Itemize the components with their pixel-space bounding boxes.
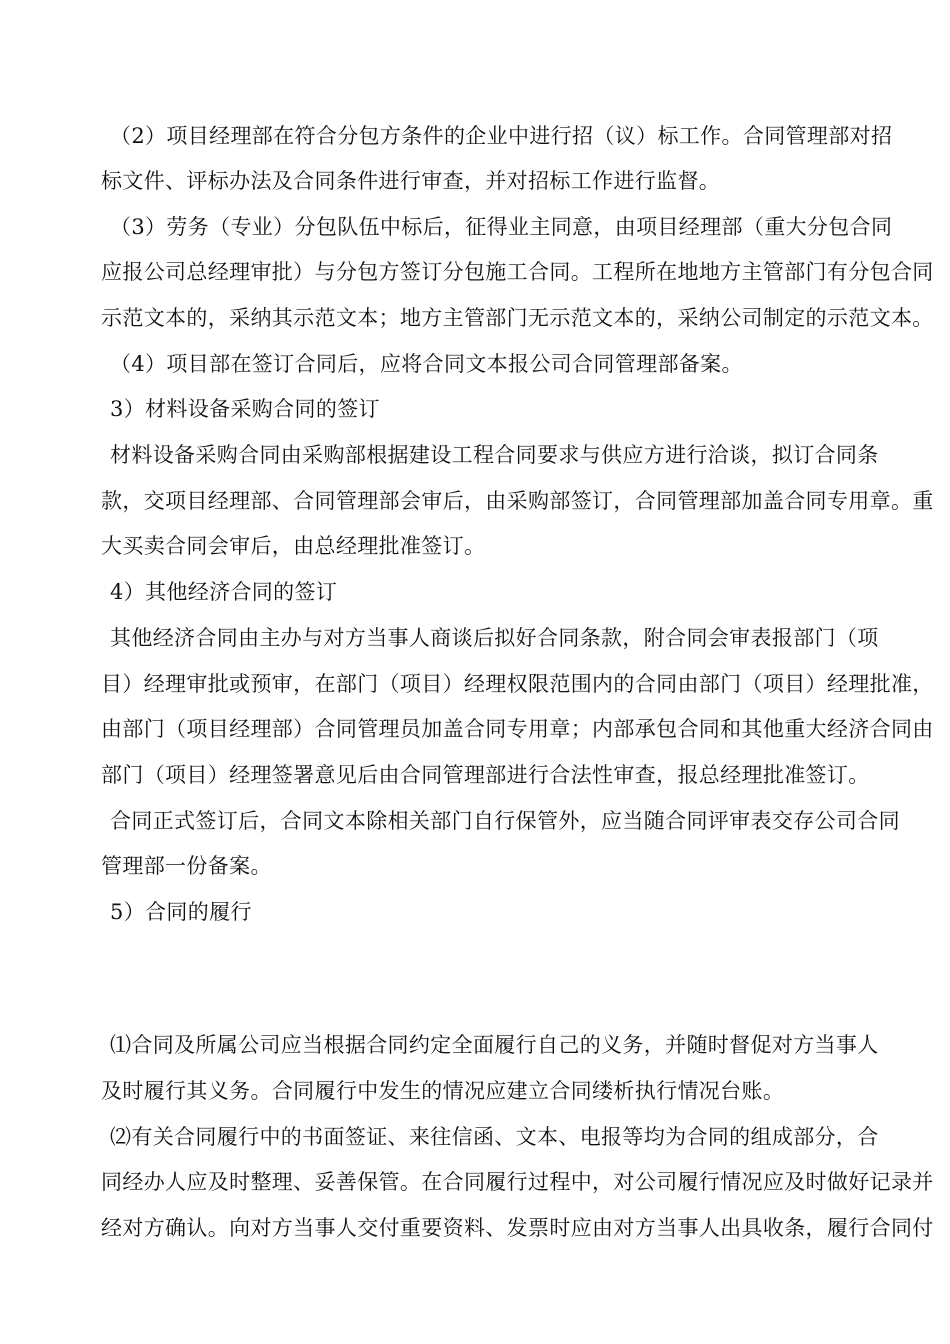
paragraph-line: 标文件、评标办法及合同条件进行审查，并对招标工作进行监督。 [101, 169, 721, 193]
paragraph-line: 经对方确认。向对方当事人交付重要资料、发票时应由对方当事人出具收条，履行合同付 [101, 1216, 934, 1240]
paragraph-line: 应报公司总经理审批）与分包方签订分包施工合同。工程所在地地方主管部门有分包合同 [101, 260, 934, 284]
paragraph-line: 及时履行其义务。合同履行中发生的情况应建立合同缕析执行情况台账。 [101, 1079, 785, 1103]
paragraph-line: 管理部一份备案。 [101, 854, 272, 878]
section-heading: 5）合同的履行 [110, 900, 252, 924]
paragraph-line: 大买卖合同会审后，由总经理批准签订。 [101, 534, 486, 558]
paragraph-line: 同经办人应及时整理、妥善保管。在合同履行过程中，对公司履行情况应及时做好记录并 [101, 1170, 934, 1194]
paragraph-line: （2）项目经理部在符合分包方条件的企业中进行招（议）标工作。合同管理部对招 [110, 124, 893, 148]
paragraph-line: 部门（项目）经理签署意见后由合同管理部进行合法性审查，报总经理批准签订。 [101, 763, 870, 787]
paragraph-line: 由部门（项目经理部）合同管理员加盖合同专用章；内部承包合同和其他重大经济合同由 [101, 717, 934, 741]
section-heading: 3）材料设备采购合同的签订 [110, 397, 380, 421]
paragraph-line: 款，交项目经理部、合同管理部会审后，由采购部签订，合同管理部加盖合同专用章。重 [101, 489, 934, 513]
paragraph-line: 合同正式签订后，合同文本除相关部门自行保管外，应当随合同评审表交存公司合同 [110, 809, 900, 833]
paragraph-line: 示范文本的，采纳其示范文本；地方主管部门无示范文本的，采纳公司制定的示范文本。 [101, 306, 934, 330]
section-heading: 4）其他经济合同的签订 [110, 580, 338, 604]
paragraph-line: ⑴合同及所属公司应当根据合同约定全面履行自己的义务，并随时督促对方当事人 [110, 1033, 879, 1057]
paragraph-line: （4）项目部在签订合同后，应将合同文本报公司合同管理部备案。 [110, 352, 743, 376]
paragraph-line: （3）劳务（专业）分包队伍中标后，征得业主同意，由项目经理部（重大分包合同 [110, 215, 893, 239]
paragraph-line: ⑵有关合同履行中的书面签证、来往信函、文本、电报等均为合同的组成部分，合 [110, 1125, 879, 1149]
paragraph-line: 目）经理审批或预审，在部门（项目）经理权限范围内的合同由部门（项目）经理批准， [101, 672, 934, 696]
paragraph-line: 其他经济合同由主办与对方当事人商谈后拟好合同条款，附合同会审表报部门（项 [110, 626, 879, 650]
paragraph-line: 材料设备采购合同由采购部根据建设工程合同要求与供应方进行洽谈，拟订合同条 [110, 443, 879, 467]
